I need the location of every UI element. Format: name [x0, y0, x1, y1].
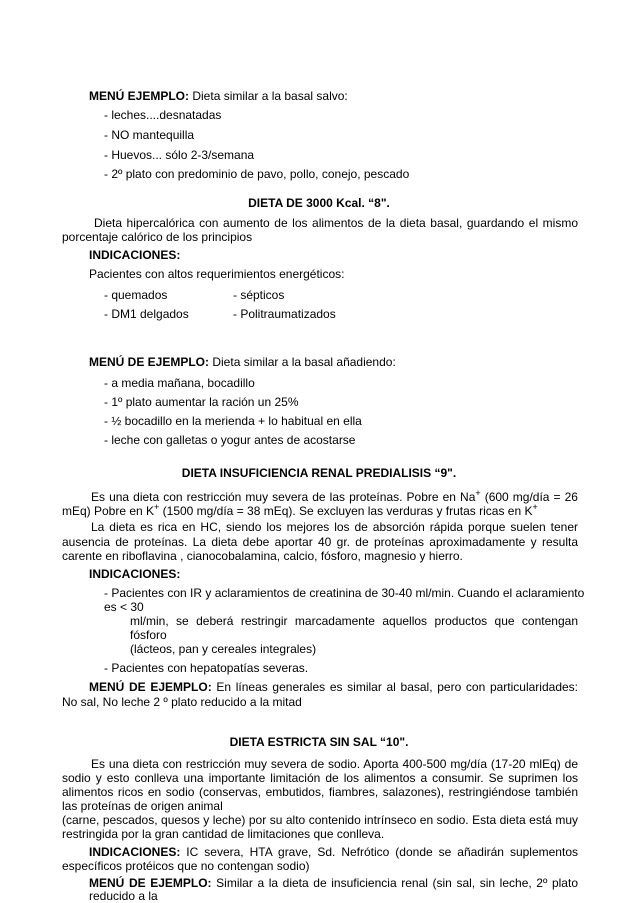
- paragraph-line: Es una dieta con restricción muy severa de las proteínas. Pobre en Na+ (600 mg/día = 26: [91, 488, 578, 504]
- menu-example-label: MENÚ DE EJEMPLO:: [89, 355, 210, 369]
- paragraph-line: No sal, No leche 2 º plato reducido a la mitad: [62, 695, 302, 709]
- paragraph-line: porcentaje calórico de los principios: [62, 230, 253, 244]
- list-item: - DM1 delgados: [104, 307, 189, 321]
- list-item: - leche con galletas o yogur antes de acostarse: [104, 433, 356, 447]
- menu-example-line: [89, 355, 396, 369]
- list-item: - Politraumatizados: [233, 307, 336, 321]
- section-title-9: DIETA INSUFICIENCIA RENAL PREDIALISIS “9".: [181, 466, 457, 480]
- indications-line: INDICACIONES: IC severa, HTA grave, Sd. Nefrótico (donde se añadirán suplementos: [89, 845, 578, 859]
- list-item: - Huevos... sólo 2-3/semana: [104, 148, 255, 162]
- indications-label: INDICACIONES:: [89, 567, 181, 581]
- list-item: - a media mañana, bocadillo: [104, 376, 255, 390]
- indications-label: INDICACIONES:: [89, 248, 181, 262]
- menu-example-line: MENÚ DE EJEMPLO: Similar a la dieta de insuficiencia renal (sin sal, sin leche, 2º plato: [89, 876, 578, 890]
- paragraph-line: reducido a la: [89, 889, 158, 903]
- menu-example-line: MENÚ DE EJEMPLO: En líneas generales es similar al basal, pero con particularidades:: [89, 680, 578, 694]
- menu-example-label: MENÚ EJEMPLO:: [89, 89, 190, 103]
- list-item: - Pacientes con IR y aclaramientos de creatinina de 30-40 ml/min. Cuando el aclaramiento: [104, 586, 585, 600]
- list-item-continuation: es < 30: [104, 600, 144, 614]
- paragraph-line: ausencia de proteínas. La dieta debe aportar 40 gr. de proteínas aproximadamente y resulta: [62, 535, 578, 549]
- section-title-10: DIETA ESTRICTA SIN SAL “10".: [229, 735, 409, 749]
- list-item: - 2º plato con predominio de pavo, pollo, conejo, pescado: [104, 167, 410, 181]
- list-item: - NO mantequilla: [104, 128, 195, 142]
- paragraph-line: alimentos ricos en sodio (conservas, embutidos, fiambres, salazones), restringiéndose también: [62, 785, 578, 799]
- paragraph-line: las proteínas de origen animal: [62, 799, 223, 813]
- menu-example-line: [89, 89, 348, 103]
- paragraph-line: La dieta es rica en HC, siendo los mejores los de absorción rápida porque suelen tener: [91, 520, 578, 534]
- list-item-continuation: ml/min, se deberá restringir marcadamente aquellos productos que contengan: [130, 614, 578, 628]
- paragraph-line: sodio y esto conlleva una importante limitación de los alimentos a consumir. Se suprimen los: [62, 771, 578, 785]
- menu-example-text: Dieta similar a la basal añadiendo:: [209, 355, 396, 369]
- menu-example-text: Dieta similar a la basal salvo:: [189, 89, 348, 103]
- paragraph-line: carente en riboflavina , cianocobalamina, calcio, fósforo, magnesio y hierro.: [62, 549, 463, 563]
- list-item-continuation: fósforo: [130, 628, 167, 642]
- paragraph-line: mEq) Pobre en K+ (1500 mg/día = 38 mEq). Se excluyen las verduras y frutas ricas en K+: [62, 502, 538, 518]
- paragraph-line: Dieta hipercalórica con aumento de los alimentos de la dieta basal, guardando el mismo: [94, 216, 578, 230]
- paragraph-line: (carne, pescados, quesos y leche) por su alto contenido intrínseco en sodio. Esta dieta está muy: [62, 813, 578, 827]
- indications-text: Pacientes con altos requerimientos energéticos:: [89, 267, 345, 281]
- list-item: - ½ bocadillo en la merienda + lo habitual en ella: [104, 414, 362, 428]
- list-item: - Pacientes con hepatopatías severas.: [104, 661, 309, 675]
- paragraph-line: específicos protéicos que no contengan sodio): [62, 859, 310, 873]
- paragraph-line: Es una dieta con restricción muy severa de sodio. Aporta 400-500 mg/día (17-20 mlEq) de: [91, 757, 578, 771]
- list-item: - 1º plato aumentar la ración un 25%: [104, 395, 299, 409]
- list-item-continuation: (lácteos, pan y cereales integrales): [130, 642, 317, 656]
- list-item: - sépticos: [233, 288, 285, 302]
- list-item: - quemados: [104, 288, 168, 302]
- paragraph-line: restringida por la gran cantidad de limitaciones que conlleva.: [62, 827, 385, 841]
- list-item: - leches....desnatadas: [104, 108, 222, 122]
- section-title-8: DIETA DE 3000 Kcal. “8".: [248, 196, 390, 210]
